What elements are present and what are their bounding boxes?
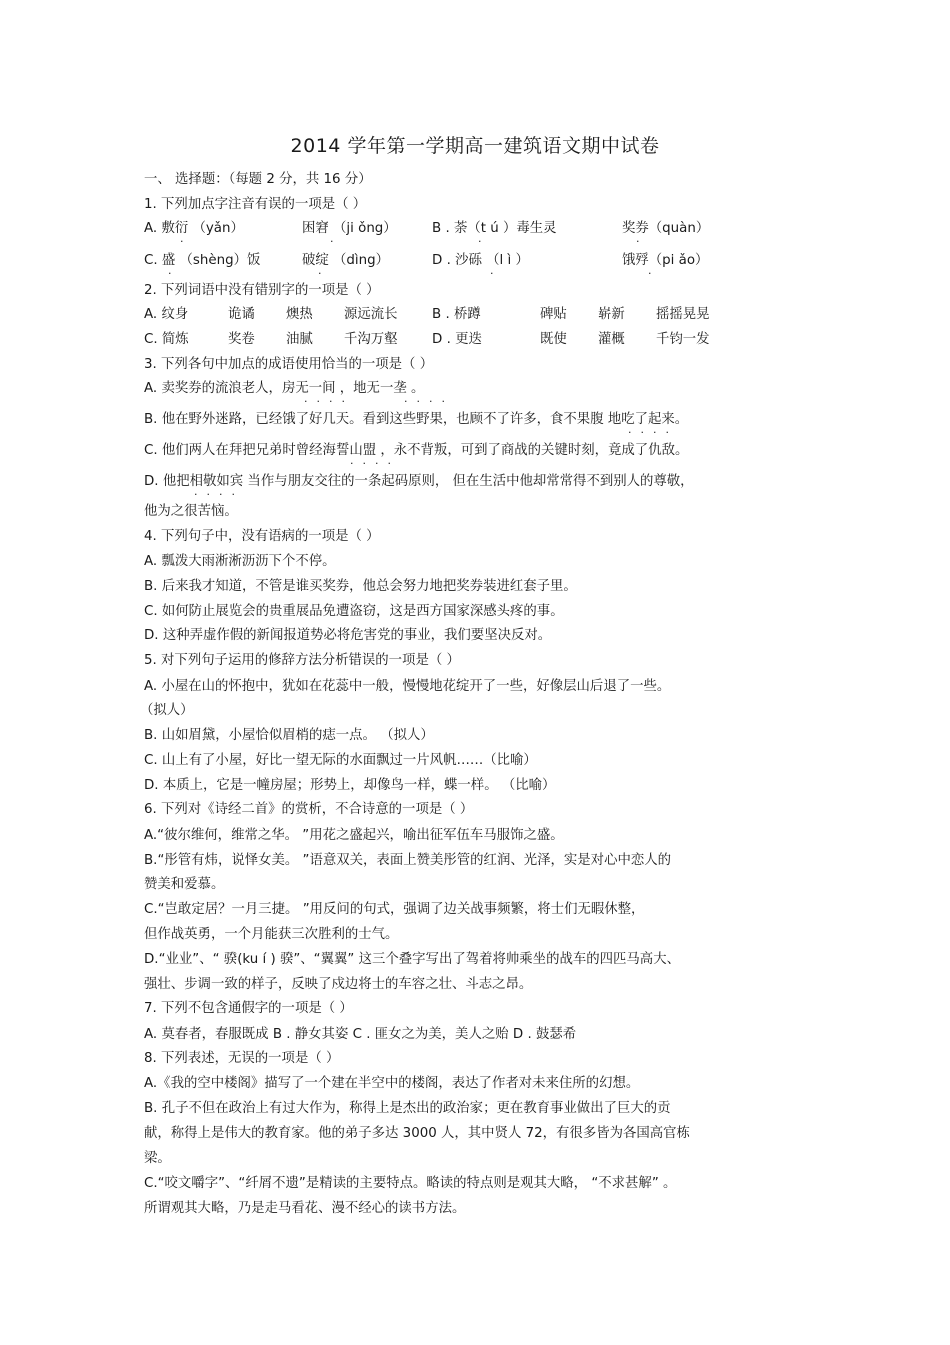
question-4-option-b: B. 后来我才知道，不管是谁买奖券，他总会努力地把奖券装进红套子里。 [144,579,577,594]
question-4-option-d: D. 这种弄虚作假的新闻报道势必将危害党的事业，我们要坚决反对。 [144,628,552,643]
option-d-label: D . 沙砾 （l ì ） [432,253,529,268]
question-7-options: A. 莫春者，春服既成 B . 静女其姿 C . 匪女之为美，美人之贻 D . 鼓瑟希 [144,1027,577,1042]
emphasis-dots: ···· [404,395,454,408]
emphasis-dots: ···· [628,426,678,439]
question-6-option-d-cont: 强壮、步调一致的样子，反映了戍边将士的车容之壮、斗志之昂。 [144,977,533,992]
question-2-option-ab [144,306,710,324]
question-3-stem: 3. 下列各句中加点的成语使用恰当的一项是（ ） [144,357,434,372]
word: C. 简炼 [144,332,189,347]
question-6-option-b-cont: 赞美和爱慕。 [144,877,225,892]
question-6-option-a: A.“彼尔维何，维常之华。 ”用花之盛起兴，喻出征军伍车马服饰之盛。 [144,828,564,843]
question-5-option-d: D. 本质上，它是一幢房屋；形势上，却像鸟一样，蝶一样。 （比喻） [144,778,556,793]
question-2-option-cd [144,331,710,349]
word: 摇摇晃晃 [656,307,710,322]
question-5-option-a: A. 小屋在山的怀抱中，犹如在花蕊中一般，慢慢地花绽开了一些，好像层山后退了一些。 [144,679,671,694]
question-3-option-b: B. 他在野外迷路，已经饿了好几天。看到这些野果，也顾不了许多，食不果腹 地吃了起来。 [144,412,689,427]
question-6-option-c-cont: 但作战英勇，一个月能获三次胜利的士气。 [144,927,399,942]
question-6-option-c: C.“岂敢定居？一月三捷。 ”用反问的句式，强调了边关战事频繁，将士们无暇休整， [144,902,645,917]
emphasis-dot: · [648,267,661,280]
question-5-option-c: C. 山上有了小屋，好比一望无际的水面飘过一片风帆……（比喻） [144,753,537,768]
emphasis-dot: · [490,267,503,280]
word: 灌概 [598,332,625,347]
question-8-stem: 8. 下列表述，无误的一项是（ ） [144,1051,340,1066]
question-5-option-a-cont: （拟人） [140,703,194,718]
option-c-word-2: 破绽 （dìng） [302,253,390,268]
question-3-option-a: A. 卖奖券的流浪老人，房无一间 ，地无一垄 。 [144,381,425,396]
question-8-option-c: C.“咬文嚼字”、“纤屑不遗”是精读的主要特点。略读的特点则是观其大略， “不求甚解” 。 [144,1176,677,1191]
question-6-option-d: D.“业业”、“ 骙(ku í ) 骙”、“翼翼” 这三个叠字写出了驾着将帅乘坐的战车的四匹马高大、 [144,952,680,967]
option-d-label: D . 更迭 [432,332,482,347]
option-b-label: B . 荼（t ú ）毒生灵 [432,221,557,236]
emphasis-dot: · [478,235,491,248]
exam-title: 2014 学年第一学期高一建筑语文期中试卷 [290,135,660,157]
emphasis-dots: ···· [304,395,354,408]
option-b-label: B . 桥蹲 [432,307,481,322]
question-6-option-b: B.“彤管有炜，说怿女美。 ”语意双关，表面上赞美彤管的红润、光泽，实是对心中恋人的 [144,853,672,868]
question-3-option-d-cont: 他为之很苦恼。 [144,504,238,519]
question-5-option-b: B. 山如眉黛，小屋恰似眉梢的痣一点。 （拟人） [144,728,434,743]
question-6-stem: 6. 下列对《诗经二首》的赏析，不合诗意的一项是（ ） [144,802,474,817]
question-4-option-a: A. 瓢泼大雨淅淅沥沥下个不停。 [144,554,336,569]
question-8-option-a: A.《我的空中楼阁》描写了一个建在半空中的楼阁，表达了作者对未来住所的幻想。 [144,1076,640,1091]
word: 碑贴 [540,307,567,322]
emphasis-dots: ···· [350,457,400,470]
word: 源远流长 [344,307,398,322]
section-heading: 一、 选择题：（每题 2 分，共 16 分） [144,172,372,187]
question-5-stem: 5. 对下列句子运用的修辞方法分析错误的一项是（ ） [144,653,460,668]
emphasis-dot: · [318,267,331,280]
question-1-option-ab [144,220,710,238]
word: A. 纹身 [144,307,189,322]
word: 既使 [540,332,567,347]
question-4-stem: 4. 下列句子中，没有语病的一项是（ ） [144,529,380,544]
question-1-option-cd [144,252,709,270]
word: 千沟万壑 [344,332,398,347]
word: 燠热 [286,307,313,322]
question-7-stem: 7. 下列不包含通假字的一项是（ ） [144,1001,353,1016]
emphasis-dot: · [168,267,181,280]
question-4-option-c: C. 如何防止展览会的贵重展品免遭盗窃，这是西方国家深感头疼的事。 [144,604,564,619]
question-3-option-c: C. 他们两人在拜把兄弟时曾经海誓山盟 ，永不背叛，可到了商战的关键时刻，竟成了仇敌。 [144,443,689,458]
emphasis-dot: · [636,235,649,248]
question-8-option-b-cont2: 梁。 [144,1151,171,1166]
word: 油腻 [286,332,313,347]
word: 千钧一发 [656,332,710,347]
option-c-word-1: C. 盛 （shèng）饭 [144,253,261,268]
question-2-stem: 2. 下列词语中没有错别字的一项是（ ） [144,283,380,298]
option-a-word-2: 困窘 （ji ǒng） [302,221,397,236]
question-8-option-c-cont: 所谓观其大略，乃是走马看花、漫不经心的读书方法。 [144,1201,466,1216]
emphasis-dot: · [330,235,343,248]
word: 崭新 [598,307,625,322]
question-3-option-d: D. 他把相敬如宾 当作与朋友交往的一条起码原则， 但在生活中他却常常得不到别人的尊敬， [144,474,694,489]
question-8-option-b-cont: 献，称得上是伟大的教育家。他的弟子多达 3000 人，其中贤人 72，有很多皆为各国高官栋 [144,1126,690,1141]
question-8-option-b: B. 孔子不但在政治上有过大作为，称得上是杰出的政治家；更在教育事业做出了巨大的贡 [144,1101,671,1116]
option-a-word-1: A. 敷衍 （yǎn） [144,221,244,236]
question-1-stem: 1. 下列加点字注音有误的一项是（ ） [144,197,367,212]
option-b-word-2: 奖券（quàn） [622,221,710,236]
word: 奖卷 [228,332,255,347]
emphasis-dots: ···· [194,488,244,501]
word: 诡谲 [228,307,255,322]
emphasis-dot: · [180,235,193,248]
option-d-word-2: 饿殍（pi ǎo） [622,253,709,268]
